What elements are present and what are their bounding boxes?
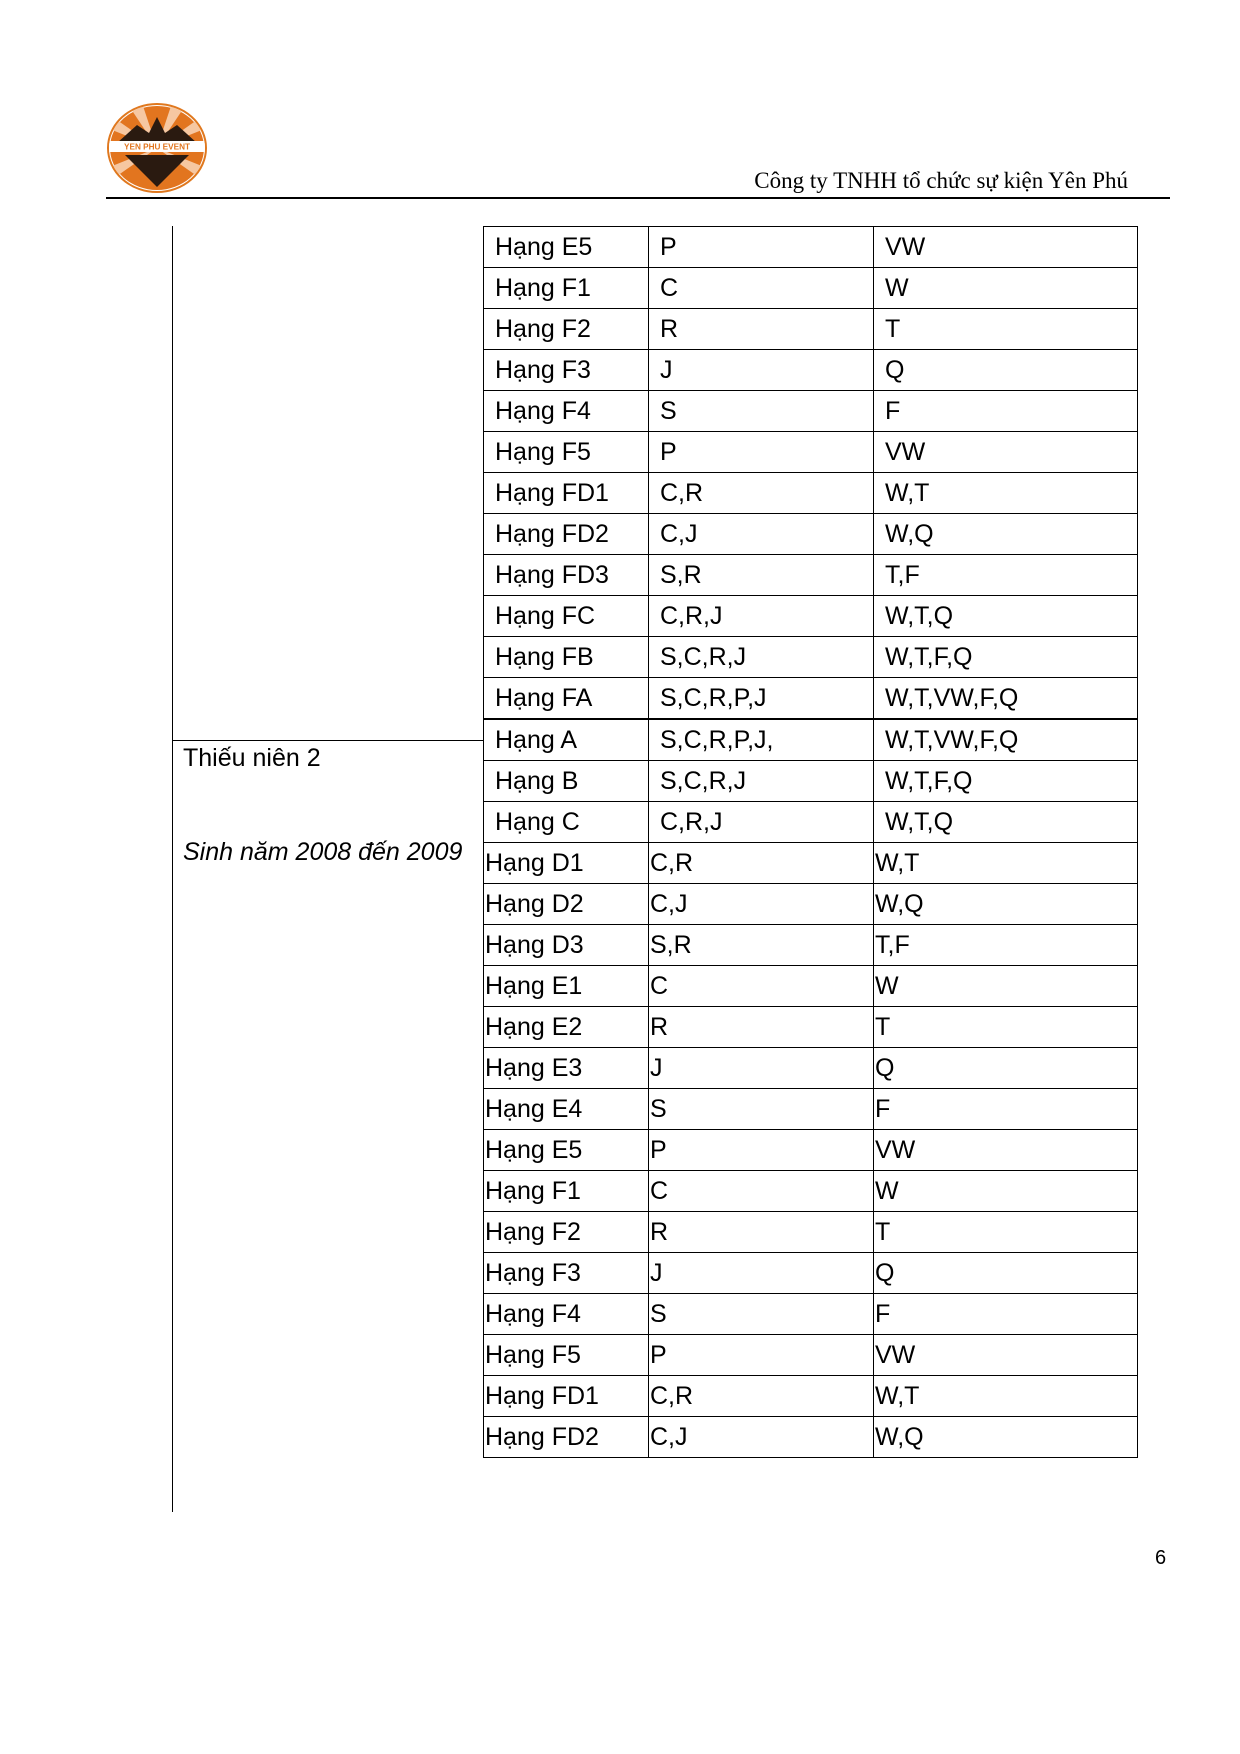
dance-code-cell: F	[874, 1294, 1138, 1335]
table-row	[484, 432, 1138, 473]
table-row	[484, 1417, 1138, 1458]
dance-code-cell: R	[649, 1007, 874, 1048]
rank-cell: Hạng E1	[484, 966, 649, 1007]
dance-code-cell: S,C,R,J	[649, 637, 874, 678]
dance-code-cell: C,J	[649, 1417, 874, 1458]
rank-cell: Hạng FD1	[484, 473, 649, 514]
dance-code-cell: T,F	[874, 925, 1138, 966]
dance-code-cell: C,R	[649, 473, 874, 514]
table-row	[484, 1212, 1138, 1253]
dance-code-cell: P	[649, 227, 874, 268]
table-row	[484, 391, 1138, 432]
rank-cell: Hạng FD3	[484, 555, 649, 596]
dance-code-cell: VW	[874, 1130, 1138, 1171]
dance-code-cell: W,T,F,Q	[874, 761, 1138, 802]
table-row	[484, 678, 1138, 720]
table-row	[484, 1376, 1138, 1417]
dance-code-cell: J	[649, 1048, 874, 1089]
dance-code-cell: W,Q	[874, 1417, 1138, 1458]
dance-code-cell: W,T,VW,F,Q	[874, 678, 1138, 720]
dance-code-cell: P	[649, 1130, 874, 1171]
dance-code-cell: C	[649, 268, 874, 309]
dance-code-cell: J	[649, 350, 874, 391]
rank-cell: Hạng E5	[484, 1130, 649, 1171]
table-row	[484, 514, 1138, 555]
rank-cell: Hạng C	[484, 802, 649, 843]
table-row	[484, 227, 1138, 268]
dance-code-cell: P	[649, 432, 874, 473]
category-column-border	[172, 226, 173, 741]
rank-cell: Hạng D3	[484, 925, 649, 966]
rank-cell: Hạng E4	[484, 1089, 649, 1130]
section-divider	[172, 740, 483, 741]
rank-cell: Hạng E3	[484, 1048, 649, 1089]
dance-code-cell: C,J	[649, 884, 874, 925]
table-row	[484, 1007, 1138, 1048]
dance-code-cell: F	[874, 391, 1138, 432]
rank-cell: Hạng F2	[484, 309, 649, 350]
dance-code-cell: W,T,Q	[874, 802, 1138, 843]
dance-code-cell: VW	[874, 1335, 1138, 1376]
table-row	[484, 802, 1138, 843]
dance-code-cell: S,R	[649, 925, 874, 966]
dance-code-cell: S	[649, 1294, 874, 1335]
dance-code-cell: T	[874, 309, 1138, 350]
company-logo	[107, 103, 207, 193]
dance-code-cell: R	[649, 309, 874, 350]
dance-code-cell: W,T	[874, 1376, 1138, 1417]
table-row	[484, 1335, 1138, 1376]
table-row	[484, 309, 1138, 350]
age-group-birth-years: Sinh năm 2008 đến 2009	[183, 838, 463, 866]
table-row	[484, 473, 1138, 514]
dance-code-cell: Q	[874, 1253, 1138, 1294]
table-row	[484, 350, 1138, 391]
rank-cell: Hạng FC	[484, 596, 649, 637]
dance-code-cell: W,Q	[874, 884, 1138, 925]
dance-code-cell: W	[874, 268, 1138, 309]
dance-code-cell: S,R	[649, 555, 874, 596]
dance-code-cell: C,R,J	[649, 596, 874, 637]
dance-code-cell: C	[649, 1171, 874, 1212]
dance-code-cell: W,T,Q	[874, 596, 1138, 637]
rank-cell: Hạng F2	[484, 1212, 649, 1253]
dance-code-cell: Q	[874, 350, 1138, 391]
dance-code-cell: W,T,VW,F,Q	[874, 719, 1138, 761]
rank-cell: Hạng FD2	[484, 514, 649, 555]
dance-code-cell: C,R	[649, 843, 874, 884]
rank-cell: Hạng FD2	[484, 1417, 649, 1458]
rank-cell: Hạng FD1	[484, 1376, 649, 1417]
dance-code-cell: C,J	[649, 514, 874, 555]
rank-cell: Hạng E5	[484, 227, 649, 268]
dance-code-cell: S,C,R,P,J	[649, 678, 874, 720]
table-row	[484, 1253, 1138, 1294]
rank-cell: Hạng F5	[484, 1335, 649, 1376]
rank-cell: Hạng F4	[484, 1294, 649, 1335]
svg-text:YEN PHU EVENT: YEN PHU EVENT	[124, 142, 190, 152]
page-number: 6	[1155, 1547, 1167, 1569]
rank-table	[483, 226, 1138, 1458]
dance-code-cell: W	[874, 966, 1138, 1007]
rank-cell: Hạng F1	[484, 268, 649, 309]
table-row	[484, 1294, 1138, 1335]
dance-code-cell: W,Q	[874, 514, 1138, 555]
dance-code-cell: S,C,R,P,J,	[649, 719, 874, 761]
rank-cell: Hạng F3	[484, 350, 649, 391]
age-group-name: Thiếu niên 2	[183, 744, 321, 772]
table-row	[484, 555, 1138, 596]
dance-code-cell: W	[874, 1171, 1138, 1212]
dance-code-cell: F	[874, 1089, 1138, 1130]
table-row	[484, 1089, 1138, 1130]
dance-code-cell: T	[874, 1212, 1138, 1253]
rank-cell: Hạng E2	[484, 1007, 649, 1048]
table-row	[484, 719, 1138, 761]
table-row	[484, 966, 1138, 1007]
dance-code-cell: W,T	[874, 473, 1138, 514]
dance-code-cell: VW	[874, 432, 1138, 473]
rank-cell: Hạng FA	[484, 678, 649, 720]
table-row	[484, 1130, 1138, 1171]
company-name: Công ty TNHH tổ chức sự kiện Yên Phú	[754, 168, 1128, 193]
dance-code-cell: C,R,J	[649, 802, 874, 843]
dance-code-cell: C	[649, 966, 874, 1007]
table-row	[484, 1171, 1138, 1212]
rank-cell: Hạng F3	[484, 1253, 649, 1294]
dance-code-cell: S	[649, 1089, 874, 1130]
table-row	[484, 637, 1138, 678]
dance-code-cell: C,R	[649, 1376, 874, 1417]
table-row	[484, 843, 1138, 884]
dance-code-cell: R	[649, 1212, 874, 1253]
table-row	[484, 1048, 1138, 1089]
dance-code-cell: VW	[874, 227, 1138, 268]
rank-cell: Hạng F5	[484, 432, 649, 473]
table-row	[484, 884, 1138, 925]
dance-code-cell: J	[649, 1253, 874, 1294]
table-row	[484, 268, 1138, 309]
table-row	[484, 925, 1138, 966]
rank-cell: Hạng F4	[484, 391, 649, 432]
dance-code-cell: P	[649, 1335, 874, 1376]
rank-cell: Hạng FB	[484, 637, 649, 678]
dance-code-cell: W,T	[874, 843, 1138, 884]
table-row	[484, 596, 1138, 637]
dance-code-cell: W,T,F,Q	[874, 637, 1138, 678]
dance-code-cell: S	[649, 391, 874, 432]
dance-code-cell: S,C,R,J	[649, 761, 874, 802]
dance-code-cell: T,F	[874, 555, 1138, 596]
rank-cell: Hạng F1	[484, 1171, 649, 1212]
table-row	[484, 761, 1138, 802]
rank-cell: Hạng D1	[484, 843, 649, 884]
header-rule	[106, 197, 1170, 199]
rank-cell: Hạng A	[484, 719, 649, 761]
category-column-border	[172, 741, 173, 1512]
dance-code-cell: Q	[874, 1048, 1138, 1089]
rank-cell: Hạng B	[484, 761, 649, 802]
rank-cell: Hạng D2	[484, 884, 649, 925]
dance-code-cell: T	[874, 1007, 1138, 1048]
